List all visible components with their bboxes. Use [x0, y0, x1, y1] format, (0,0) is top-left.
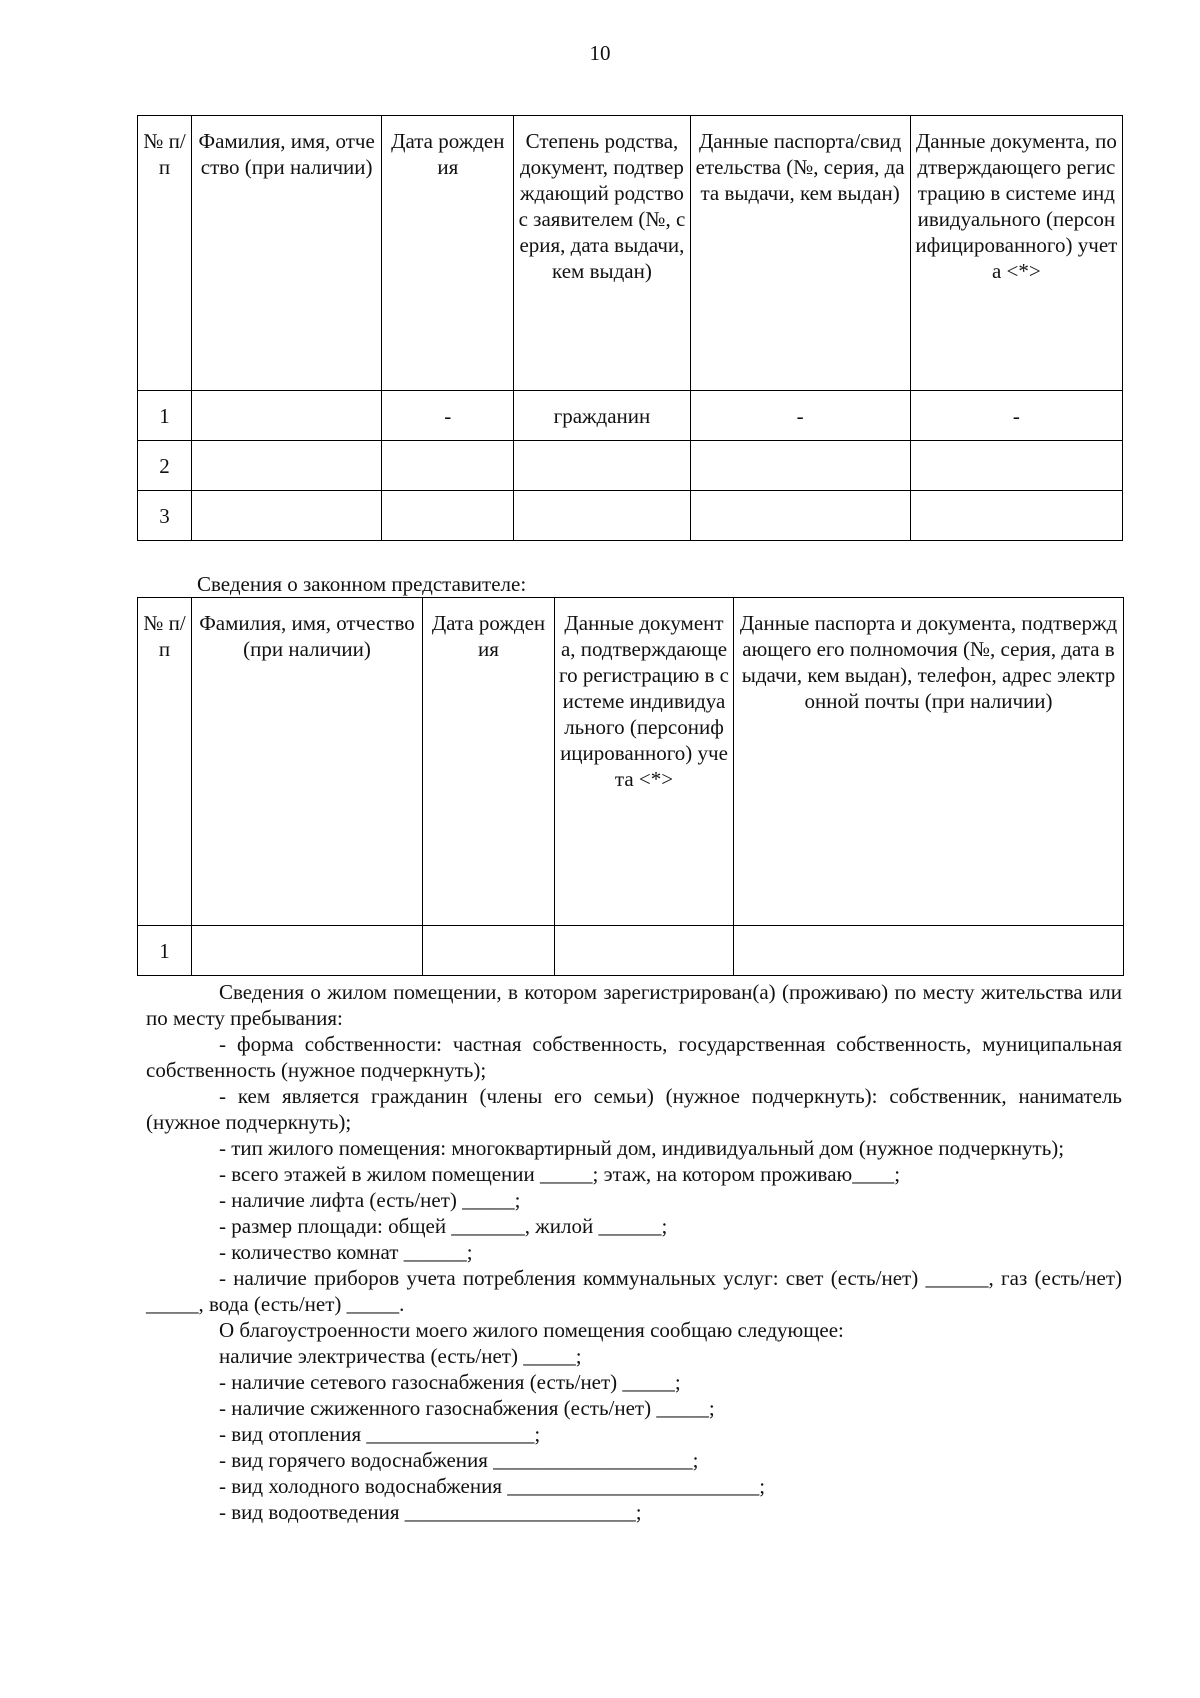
header-cell-relationship: Степень родства, документ, подтверждающий родство с заявителем (№, серия, дата выдачи, кем выдан)	[514, 116, 690, 391]
passport-cell[interactable]	[690, 491, 910, 541]
housing-type-paragraph: - тип жилого помещения: многоквартирный дом, индивидуальный дом (нужное подчеркнуть);	[219, 1136, 1065, 1160]
row-number: 3	[138, 491, 192, 541]
family-members-table	[137, 115, 1123, 541]
area-line[interactable]: - размер площади: общей _______, жилой ______;	[219, 1214, 668, 1238]
table-row	[138, 391, 1123, 441]
registration-doc-cell[interactable]	[910, 441, 1122, 491]
table-header-row	[138, 116, 1123, 391]
full-name-cell[interactable]	[192, 926, 423, 976]
cold-water-line[interactable]: - вид холодного водоснабжения ________________________;	[219, 1474, 766, 1498]
page-number: 10	[589, 41, 611, 65]
table-row	[138, 491, 1123, 541]
table-row	[138, 441, 1123, 491]
header-cell-number: № п/п	[138, 598, 192, 926]
meters-paragraph[interactable]: - наличие приборов учета потребления коммунальных услуг: свет (есть/нет) ______, газ (есть/нет) _____, вода (есть/нет) _____.	[146, 1266, 1122, 1316]
relationship-cell[interactable]	[514, 441, 690, 491]
citizen-status-paragraph: - кем является гражданин (члены его семьи) (нужное подчеркнуть): собственник, наниматель (нужное подчеркнуть);	[146, 1084, 1122, 1134]
registration-doc-cell[interactable]: -	[910, 391, 1122, 441]
amenities-intro: О благоустроенности моего жилого помещения сообщаю следующее:	[219, 1318, 844, 1342]
housing-info-section	[146, 979, 1122, 1525]
legal-representative-heading: Сведения о законном представителе:	[197, 572, 527, 596]
registration-doc-cell[interactable]	[910, 491, 1122, 541]
header-cell-passport: Данные паспорта/свидетельства (№, серия, дата выдачи, кем выдан)	[690, 116, 910, 391]
header-cell-number: № п/п	[138, 116, 192, 391]
ownership-form-paragraph: - форма собственности: частная собственность, государственная собственность, муниципальная собственность (нужное подчеркнуть);	[146, 1032, 1122, 1082]
registration-doc-cell[interactable]	[555, 926, 734, 976]
passport-cell[interactable]	[690, 441, 910, 491]
birth-date-cell[interactable]	[382, 441, 514, 491]
row-number: 1	[138, 391, 192, 441]
header-cell-registration-doc: Данные документа, подтверждающего регистрацию в системе индивидуального (персонифицированного) учета <*>	[555, 598, 734, 926]
network-gas-line[interactable]: - наличие сетевого газоснабжения (есть/нет) _____;	[219, 1370, 681, 1394]
row-number: 1	[138, 926, 192, 976]
row-number: 2	[138, 441, 192, 491]
passport-authority-cell[interactable]	[734, 926, 1124, 976]
header-cell-full-name: Фамилия, имя, отчество (при наличии)	[192, 598, 423, 926]
table-row	[138, 926, 1124, 976]
heating-type-line[interactable]: - вид отопления ________________;	[219, 1422, 541, 1446]
header-cell-registration-doc: Данные документа, подтверждающего регистрацию в системе индивидуального (персонифицированного) учета <*>	[910, 116, 1122, 391]
passport-cell[interactable]: -	[690, 391, 910, 441]
full-name-cell[interactable]	[192, 391, 382, 441]
header-cell-full-name: Фамилия, имя, отчество (при наличии)	[192, 116, 382, 391]
rooms-line[interactable]: - количество комнат ______;	[219, 1240, 473, 1264]
full-name-cell[interactable]	[192, 441, 382, 491]
header-cell-birth-date: Дата рождения	[423, 598, 555, 926]
legal-representative-table	[137, 597, 1124, 976]
hot-water-line[interactable]: - вид горячего водоснабжения ___________________;	[219, 1448, 699, 1472]
relationship-cell[interactable]: гражданин	[514, 391, 690, 441]
floors-line[interactable]: - всего этажей в жилом помещении _____; этаж, на котором проживаю____;	[219, 1162, 901, 1186]
table-header-row	[138, 598, 1124, 926]
header-cell-birth-date: Дата рождения	[382, 116, 514, 391]
header-cell-passport-authority: Данные паспорта и документа, подтверждающего его полномочия (№, серия, дата выдачи, кем выдан), телефон, адрес электронной почты (при наличии)	[734, 598, 1124, 926]
housing-intro-paragraph: Сведения о жилом помещении, в котором зарегистрирован(а) (проживаю) по месту жительства или по месту пребывания:	[146, 980, 1122, 1030]
birth-date-cell[interactable]: -	[382, 391, 514, 441]
relationship-cell[interactable]	[514, 491, 690, 541]
liquefied-gas-line[interactable]: - наличие сжиженного газоснабжения (есть/нет) _____;	[219, 1396, 715, 1420]
birth-date-cell[interactable]	[423, 926, 555, 976]
full-name-cell[interactable]	[192, 491, 382, 541]
elevator-line[interactable]: - наличие лифта (есть/нет) _____;	[219, 1188, 521, 1212]
drainage-line[interactable]: - вид водоотведения ______________________;	[219, 1500, 642, 1524]
electricity-line[interactable]: наличие электричества (есть/нет) _____;	[219, 1344, 582, 1368]
birth-date-cell[interactable]	[382, 491, 514, 541]
